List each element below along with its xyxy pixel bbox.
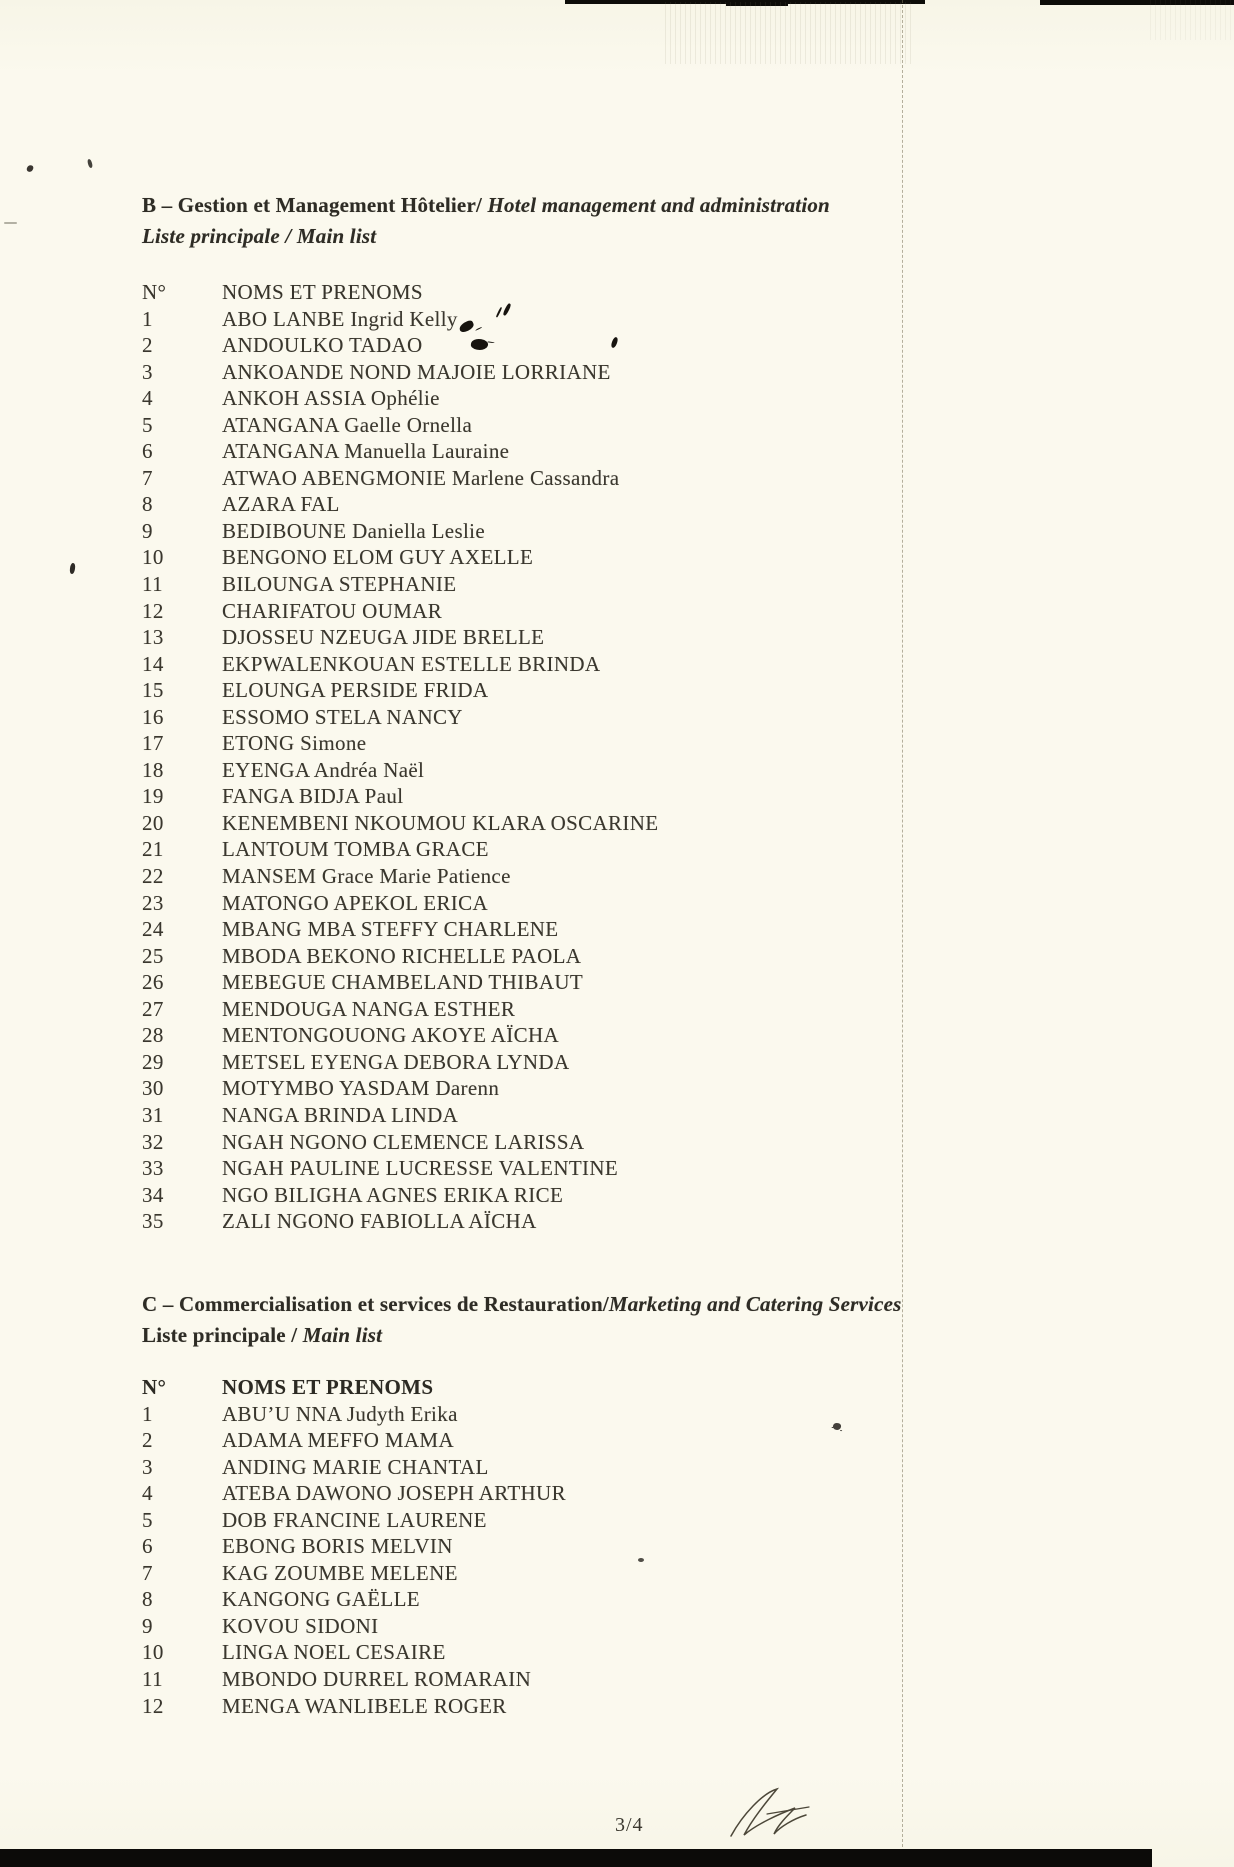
list-item bbox=[142, 571, 862, 598]
list-item bbox=[142, 1586, 862, 1613]
list-item-name: FANGA BIDJA Paul bbox=[222, 784, 404, 809]
list-item-number: 27 bbox=[142, 996, 164, 1021]
list-item-number: 8 bbox=[142, 1587, 153, 1612]
list-item-name: BEDIBOUNE Daniella Leslie bbox=[222, 518, 486, 543]
list-header-row bbox=[142, 279, 862, 306]
list-item-name: ANKOH ASSIA Ophélie bbox=[222, 386, 440, 411]
list-item bbox=[142, 1208, 862, 1235]
list-item-number: 28 bbox=[142, 1023, 164, 1048]
list-item bbox=[142, 1533, 862, 1560]
list-item-name: ESSOMO STELA NANCY bbox=[222, 704, 463, 729]
list-item-name: NANGA BRINDA LINDA bbox=[222, 1102, 459, 1127]
list-item-name: MANSEM Grace Marie Patience bbox=[222, 864, 511, 889]
list-item bbox=[142, 1129, 862, 1156]
list-item-name: MEBEGUE CHAMBELAND THIBAUT bbox=[222, 970, 584, 995]
section-c-title bbox=[142, 1289, 902, 1320]
list-item bbox=[142, 332, 862, 359]
ink-speck bbox=[26, 164, 34, 173]
list-item-name: ANDOULKO TADAO bbox=[222, 333, 423, 358]
list-item bbox=[142, 1560, 862, 1587]
scanner-streaks bbox=[1150, 0, 1234, 40]
list-item-number: 7 bbox=[142, 1560, 153, 1585]
list-item-number: 10 bbox=[142, 1640, 164, 1665]
list-item-name: ANDING MARIE CHANTAL bbox=[222, 1454, 489, 1479]
list-item-number: 22 bbox=[142, 864, 164, 889]
list-item-number: 25 bbox=[142, 943, 164, 968]
list-item-name: ABU’U NNA Judyth Erika bbox=[222, 1401, 458, 1426]
section-c-name-list bbox=[142, 1374, 862, 1719]
list-item-name: LINGA NOEL CESAIRE bbox=[222, 1640, 446, 1665]
list-item-number: 16 bbox=[142, 704, 164, 729]
list-item bbox=[142, 1693, 862, 1720]
list-header-row bbox=[142, 1374, 862, 1401]
list-item bbox=[142, 1182, 862, 1209]
list-item bbox=[142, 598, 862, 625]
list-item-name: BILOUNGA STEPHANIE bbox=[222, 572, 457, 597]
list-item bbox=[142, 704, 862, 731]
list-item-name: EKPWALENKOUAN ESTELLE BRINDA bbox=[222, 651, 601, 676]
list-item-name: CHARIFATOU OUMAR bbox=[222, 598, 443, 623]
list-item-number: 4 bbox=[142, 1481, 153, 1506]
list-item-name: METSEL EYENGA DEBORA LYNDA bbox=[222, 1049, 570, 1074]
list-item bbox=[142, 518, 862, 545]
list-item bbox=[142, 836, 862, 863]
list-item-name: ATANGANA Gaelle Ornella bbox=[222, 412, 473, 437]
list-item-name: MATONGO APEKOL ERICA bbox=[222, 890, 489, 915]
list-item bbox=[142, 1613, 862, 1640]
list-item-number: 3 bbox=[142, 1454, 153, 1479]
list-item-name: DOB FRANCINE LAURENE bbox=[222, 1507, 487, 1532]
section-c-rows bbox=[142, 1401, 862, 1720]
list-item-number: 26 bbox=[142, 970, 164, 995]
list-item-number: 31 bbox=[142, 1102, 164, 1127]
list-item bbox=[142, 943, 862, 970]
list-item-number: 34 bbox=[142, 1182, 164, 1207]
section-b-subtitle-english: Main list bbox=[296, 224, 377, 248]
list-item-name: EYENGA Andréa Naël bbox=[222, 757, 425, 782]
list-item-name: LANTOUM TOMBA GRACE bbox=[222, 837, 489, 862]
list-item-name: ATWAO ABENGMONIE Marlene Cassandra bbox=[222, 465, 620, 490]
list-item bbox=[142, 1102, 862, 1129]
section-b-subtitle bbox=[142, 221, 830, 252]
list-item bbox=[142, 783, 862, 810]
list-item bbox=[142, 996, 862, 1023]
list-item-name: MBANG MBA STEFFY CHARLENE bbox=[222, 917, 559, 942]
list-item-number: 1 bbox=[142, 1401, 153, 1426]
list-item-number: 11 bbox=[142, 1667, 163, 1692]
list-item bbox=[142, 1022, 862, 1049]
list-item-name: NGAH NGONO CLEMENCE LARISSA bbox=[222, 1129, 585, 1154]
list-item bbox=[142, 438, 862, 465]
list-item bbox=[142, 651, 862, 678]
list-item bbox=[142, 385, 862, 412]
scanner-streaks bbox=[665, 2, 915, 64]
list-item bbox=[142, 624, 862, 651]
list-item-number: 23 bbox=[142, 890, 164, 915]
scan-edge-artifact bbox=[0, 1849, 1152, 1867]
ink-speck bbox=[87, 159, 93, 169]
list-item-number: 24 bbox=[142, 917, 164, 942]
list-item-name: KAG ZOUMBE MELENE bbox=[222, 1560, 458, 1585]
list-item bbox=[142, 1507, 862, 1534]
list-item-name: KOVOU SIDONI bbox=[222, 1613, 379, 1638]
list-item-number: 20 bbox=[142, 810, 164, 835]
list-item-number: 21 bbox=[142, 837, 164, 862]
list-item-name: EBONG BORIS MELVIN bbox=[222, 1534, 453, 1559]
list-item-name: MBODA BEKONO RICHELLE PAOLA bbox=[222, 943, 582, 968]
list-item-number: 6 bbox=[142, 439, 153, 464]
column-header-names: NOMS ET PRENOMS bbox=[222, 1375, 434, 1399]
list-item bbox=[142, 863, 862, 890]
section-b-title bbox=[142, 190, 830, 221]
list-item bbox=[142, 890, 862, 917]
list-item-number: 30 bbox=[142, 1076, 164, 1101]
list-item-number: 3 bbox=[142, 359, 153, 384]
list-item bbox=[142, 1639, 862, 1666]
list-item-number: 8 bbox=[142, 492, 153, 517]
section-c-header bbox=[142, 1289, 902, 1351]
list-item-number: 17 bbox=[142, 731, 164, 756]
list-item-number: 13 bbox=[142, 625, 164, 650]
list-item-number: 14 bbox=[142, 651, 164, 676]
list-item-number: 33 bbox=[142, 1156, 164, 1181]
list-item-name: ANKOANDE NOND MAJOIE LORRIANE bbox=[222, 359, 611, 384]
list-item-number: 35 bbox=[142, 1209, 164, 1234]
column-header-names: NOMS ET PRENOMS bbox=[222, 280, 423, 304]
list-item bbox=[142, 730, 862, 757]
list-item-name: KANGONG GAËLLE bbox=[222, 1587, 420, 1612]
list-item-number: 18 bbox=[142, 757, 164, 782]
list-item-name: ADAMA MEFFO MAMA bbox=[222, 1428, 454, 1453]
list-item-name: AZARA FAL bbox=[222, 492, 340, 517]
section-b-name-list bbox=[142, 279, 862, 1235]
list-item-number: 15 bbox=[142, 678, 164, 703]
list-item bbox=[142, 677, 862, 704]
list-item bbox=[142, 491, 862, 518]
list-item-number: 11 bbox=[142, 572, 163, 597]
section-c-subtitle bbox=[142, 1320, 902, 1351]
list-item bbox=[142, 359, 862, 386]
list-item-name: MENDOUGA NANGA ESTHER bbox=[222, 996, 516, 1021]
list-item bbox=[142, 1666, 862, 1693]
page-fold-line bbox=[902, 0, 903, 1867]
signature-mark bbox=[723, 1784, 823, 1850]
section-c-title-french: C – Commercialisation et services de Restauration/ bbox=[142, 1292, 609, 1316]
list-item-name: MBONDO DURREL ROMARAIN bbox=[222, 1667, 532, 1692]
list-item bbox=[142, 1480, 862, 1507]
list-item-number: 5 bbox=[142, 412, 153, 437]
section-b-subtitle-french: Liste principale / bbox=[142, 224, 297, 248]
list-item-number: 6 bbox=[142, 1534, 153, 1559]
list-item bbox=[142, 1427, 862, 1454]
list-item bbox=[142, 1075, 862, 1102]
list-item bbox=[142, 1155, 862, 1182]
list-item-name: MENTONGOUONG AKOYE AÏCHA bbox=[222, 1023, 560, 1048]
list-item-number: 29 bbox=[142, 1049, 164, 1074]
list-item-number: 7 bbox=[142, 465, 153, 490]
section-b-header bbox=[142, 190, 830, 252]
list-item-name: ETONG Simone bbox=[222, 731, 367, 756]
list-item-number: 32 bbox=[142, 1129, 164, 1154]
ink-speck bbox=[69, 563, 75, 575]
list-item-number: 5 bbox=[142, 1507, 153, 1532]
list-item-number: 2 bbox=[142, 1428, 153, 1453]
ink-speck bbox=[4, 222, 17, 224]
list-item-number: 10 bbox=[142, 545, 164, 570]
section-c-subtitle-english: Main list bbox=[302, 1323, 383, 1347]
list-item-name: ATEBA DAWONO JOSEPH ARTHUR bbox=[222, 1481, 566, 1506]
list-item bbox=[142, 969, 862, 996]
list-item bbox=[142, 544, 862, 571]
page-number: 3/4 bbox=[615, 1814, 644, 1836]
list-item-number: 2 bbox=[142, 333, 153, 358]
list-item-number: 9 bbox=[142, 1613, 153, 1638]
list-item-name: BENGONO ELOM GUY AXELLE bbox=[222, 545, 534, 570]
column-header-number: N° bbox=[142, 280, 167, 304]
list-item bbox=[142, 1049, 862, 1076]
list-item-name: NGAH PAULINE LUCRESSE VALENTINE bbox=[222, 1156, 619, 1181]
section-b-title-french: B – Gestion et Management Hôtelier/ bbox=[142, 193, 483, 217]
section-c-subtitle-french: Liste principale / bbox=[142, 1323, 303, 1347]
section-b-rows bbox=[142, 306, 862, 1235]
list-item-name: ABO LANBE Ingrid Kelly bbox=[222, 306, 458, 331]
section-c-title-english: Marketing and Catering Services bbox=[608, 1292, 902, 1316]
list-item bbox=[142, 916, 862, 943]
list-item bbox=[142, 465, 862, 492]
list-item bbox=[142, 757, 862, 784]
list-item-name: ELOUNGA PERSIDE FRIDA bbox=[222, 678, 489, 703]
list-item-number: 12 bbox=[142, 598, 164, 623]
section-b-title-english: Hotel management and administration bbox=[482, 193, 830, 217]
list-item-number: 9 bbox=[142, 518, 153, 543]
list-item-name: DJOSSEU NZEUGA JIDE BRELLE bbox=[222, 625, 545, 650]
list-item-number: 4 bbox=[142, 386, 153, 411]
list-item bbox=[142, 306, 862, 333]
list-item-name: ATANGANA Manuella Lauraine bbox=[222, 439, 510, 464]
list-item-number: 19 bbox=[142, 784, 164, 809]
list-item bbox=[142, 412, 862, 439]
column-header-number: N° bbox=[142, 1375, 167, 1399]
list-item-number: 12 bbox=[142, 1693, 164, 1718]
list-item-name: ZALI NGONO FABIOLLA AÏCHA bbox=[222, 1209, 537, 1234]
list-item-name: MOTYMBO YASDAM Darenn bbox=[222, 1076, 500, 1101]
ink-speck bbox=[638, 1558, 644, 1562]
list-item bbox=[142, 810, 862, 837]
list-item-name: KENEMBENI NKOUMOU KLARA OSCARINE bbox=[222, 810, 659, 835]
list-item bbox=[142, 1401, 862, 1428]
list-item-number: 1 bbox=[142, 306, 153, 331]
list-item-name: MENGA WANLIBELE ROGER bbox=[222, 1693, 507, 1718]
list-item bbox=[142, 1454, 862, 1481]
list-item-name: NGO BILIGHA AGNES ERIKA RICE bbox=[222, 1182, 564, 1207]
